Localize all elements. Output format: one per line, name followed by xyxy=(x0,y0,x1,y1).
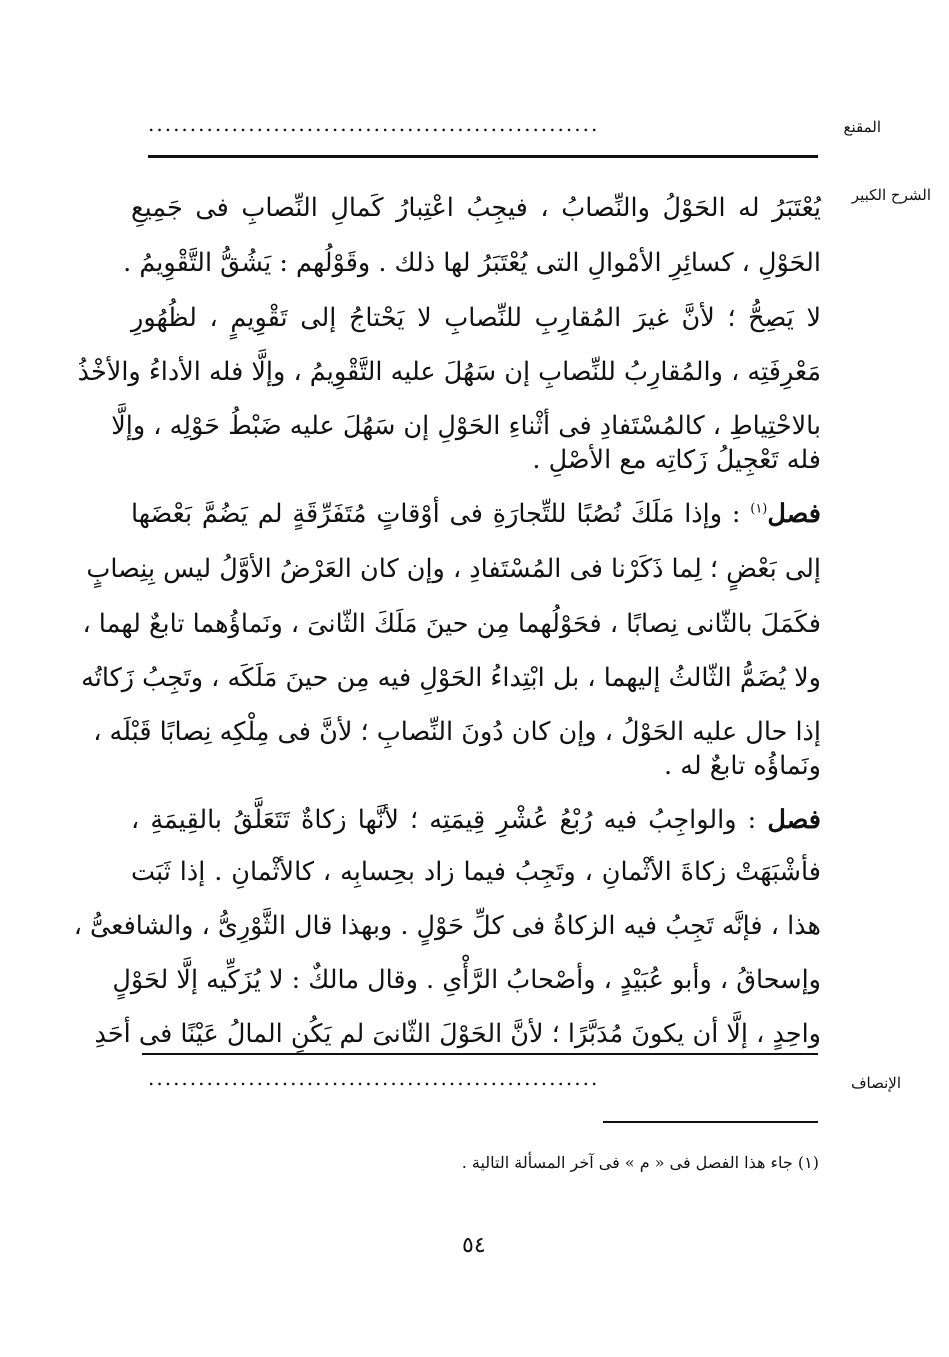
text-line: مَعْرِفَتِه ، والمُقارِبُ للنِّصابِ إن سَهُلَ عليه التَّقْوِيمُ ، وإلَّا فله الأداءُ والأخْذُ xyxy=(77,357,821,387)
line-text: : وإذا مَلَكَ نُصُبًا للتِّجارَةِ فى أوْقاتٍ مُتَفَرِّقَةٍ لم يَضُمَّ بَعْضَها xyxy=(131,499,751,529)
footnote-rule xyxy=(603,1121,818,1123)
footnote-marker: (١) xyxy=(750,501,768,517)
insaf-label: الإنصاف xyxy=(850,1074,901,1092)
footnote-text: (١) جاء هذا الفصل فى « م » فى آخر المسألة التالية . xyxy=(461,1153,819,1172)
sharh-label: الشرح الكبير xyxy=(851,186,931,204)
text-line xyxy=(131,488,821,540)
text-line: فكَمَلَ بالثّانى نِصابًا ، فحَوْلُهما مِن حينَ مَلَكَ الثّانىَ ، ونَماؤُهما تابعٌ لهما ، xyxy=(82,609,821,639)
book-title: المقنع xyxy=(843,118,881,136)
text-line: هذا ، فإنَّه تَجِبُ فيه الزكاةُ فى كلِّ حَوْلٍ . وبهذا قال الثَّوْرِىُّ ، والشافعىُّ ، xyxy=(73,911,821,941)
page-number: ٥٤ xyxy=(462,1233,486,1258)
fasl-heading: فصل xyxy=(767,805,821,835)
text-line: بالاحْتِياطِ ، كالمُسْتَفادِ فى أثْناءِ الحَوْلِ إن سَهُلَ عليه ضَبْطُ حَوْلِه ، وإلَّا xyxy=(111,411,821,441)
text-line: الحَوْلِ ، كسائِرِ الأمْوالِ التى يُعْتَبَرُ لها ذلك . وقَوْلُهم : يَشُقُّ التَّقْوِيمُ . xyxy=(123,248,821,278)
header-rule xyxy=(148,155,818,158)
text-line: إذا حال عليه الحَوْلُ ، وإن كان دُونَ النِّصابِ ؛ لأنَّ فى مِلْكِه نِصابًا قَبْلَه ، xyxy=(93,717,821,747)
text-line: فله تَعْجِيلُ زَكاتِه مع الأصْلِ . xyxy=(532,445,821,475)
text-line: ولا يُضَمُّ الثّالثُ إليهما ، بل ابْتِداءُ الحَوْلِ فيه مِن حينَ مَلَكَه ، وتَجِبُ زَكاتُه xyxy=(81,663,821,693)
text-line: إلى بَعْضٍ ؛ لِما ذَكَرْنا فى المُسْتَفادِ ، وإن كان العَرْضُ الأوَّلُ ليس بِنِصابٍ xyxy=(86,554,821,584)
header-dots: ...................................................... xyxy=(148,112,600,136)
line-text: : والواجِبُ فيه رُبْعُ عُشْرِ قِيمَتِه ؛ لأنَّها زكاةٌ تَتَعَلَّقُ بالقِيمَةِ ، xyxy=(131,805,768,835)
fasl-heading: فصل xyxy=(767,499,821,529)
text-line xyxy=(131,794,821,846)
insaf-dots: ...................................................... xyxy=(148,1066,600,1090)
text-line: لا يَصِحُّ ؛ لأنَّ غيرَ المُقارِبِ للنِّصابِ لا يَحْتاجُ إلى تَقْوِيمٍ ، لظُهُورِ xyxy=(131,303,821,333)
text-line: ونَماؤُه تابعٌ له . xyxy=(664,751,821,781)
text-line: وإسحاقُ ، وأبو عُبَيْدٍ ، وأصْحابُ الرَّأْىِ . وقال مالكٌ : لا يُزَكِّيه إلَّا لحَوْلٍ xyxy=(112,965,821,995)
insaf-rule xyxy=(142,1053,818,1055)
text-line: واحِدٍ ، إلَّا أن يكونَ مُدَبَّرًا ؛ لأنَّ الحَوْلَ الثّانىَ لم يَكُنِ المالُ عَيْنًا فى أحَدِ xyxy=(94,1019,821,1049)
text-line: يُعْتَبَرُ له الحَوْلُ والنِّصابُ ، فيجِبُ اعْتِبارُ كَمالِ النِّصابِ فى جَمِيعِ xyxy=(131,193,821,223)
text-line: فأشْبَهَتْ زكاةَ الأثْمانِ ، وتَجِبُ فيما زاد بحِسابِه ، كالأثْمانِ . إذا ثَبَت xyxy=(131,857,821,887)
